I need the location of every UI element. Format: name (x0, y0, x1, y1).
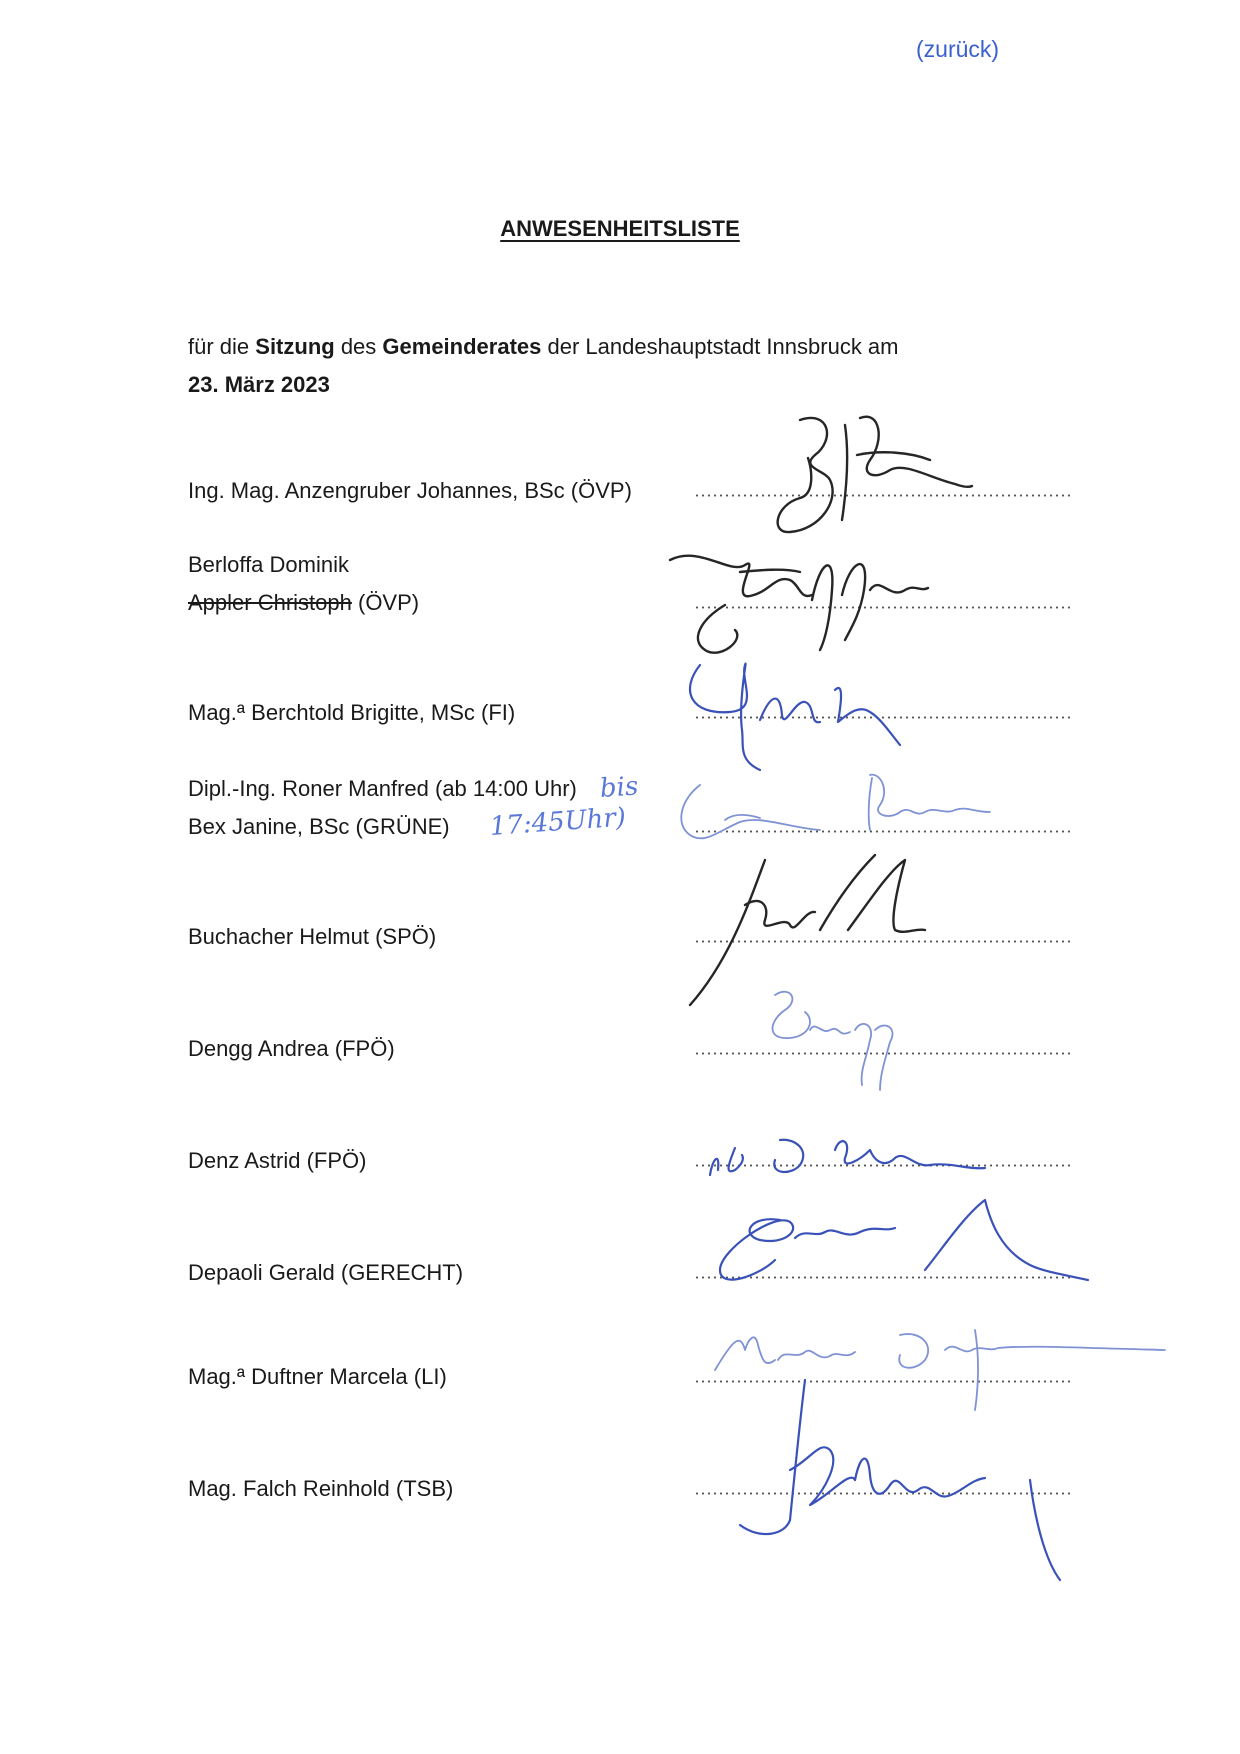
attendee-substitute: Dipl.-Ing. Roner Manfred (ab 14:00 Uhr) (188, 776, 577, 801)
back-link[interactable]: (zurück) (916, 36, 1000, 62)
signature-duftner (715, 1330, 1165, 1410)
intro-part1: für die (188, 334, 256, 359)
signature-line (694, 494, 1072, 497)
attendee-name: Mag.ª Berchtold Brigitte, MSc (FI) (188, 700, 516, 725)
signature-line (694, 830, 1072, 833)
signature-falch (740, 1380, 1060, 1580)
signature-denz (710, 1140, 985, 1175)
signature-berloffa (670, 556, 928, 653)
attendee-name: Denz Astrid (FPÖ) (188, 1148, 367, 1173)
attendee-struck-name: Appler Christoph (188, 590, 352, 615)
signature-line (694, 1052, 1072, 1055)
attendee-name: Buchacher Helmut (SPÖ) (188, 924, 437, 949)
signature-line (694, 1164, 1072, 1167)
intro-part3: der Landeshauptstadt Innsbruck am (541, 334, 899, 359)
document-title: ANWESENHEITSLISTE (500, 216, 740, 241)
intro-gemeinderat: Gemeinderates (382, 334, 542, 359)
signature-roner (681, 775, 990, 839)
signature-anzengruber (778, 417, 972, 532)
signature-line (694, 606, 1072, 609)
attendee-original: Bex Janine, BSc (GRÜNE) (188, 814, 450, 839)
signature-depaoli (720, 1200, 1088, 1280)
attendee-name: Mag. Falch Reinhold (TSB) (188, 1476, 454, 1501)
signature-dengg (773, 992, 893, 1090)
handwritten-note-bis: bis (598, 771, 640, 804)
attendee-name: Ing. Mag. Anzengruber Johannes, BSc (ÖVP) (188, 478, 632, 503)
attendee-name (188, 546, 419, 622)
intro-part2: des (334, 334, 383, 359)
attendee-name: Depaoli Gerald (GERECHT) (188, 1260, 464, 1285)
meeting-date: 23. März 2023 (188, 372, 330, 397)
signature-buchacher (690, 855, 925, 1005)
signature-line (694, 1492, 1072, 1495)
signature-line (694, 940, 1072, 943)
signature-line (694, 1276, 1072, 1279)
signature-line (694, 716, 1072, 719)
signature-line (694, 1380, 1072, 1383)
attendee-name: Mag.ª Duftner Marcela (LI) (188, 1364, 447, 1389)
intro-text (188, 328, 899, 404)
attendee-name: Dengg Andrea (FPÖ) (188, 1036, 395, 1061)
handwritten-note-time: 17:45Uhr) (488, 802, 627, 842)
attendee-substitute: Berloffa Dominik (188, 552, 349, 577)
intro-sitzung: Sitzung (255, 334, 335, 359)
attendee-party: (ÖVP) (351, 590, 420, 615)
